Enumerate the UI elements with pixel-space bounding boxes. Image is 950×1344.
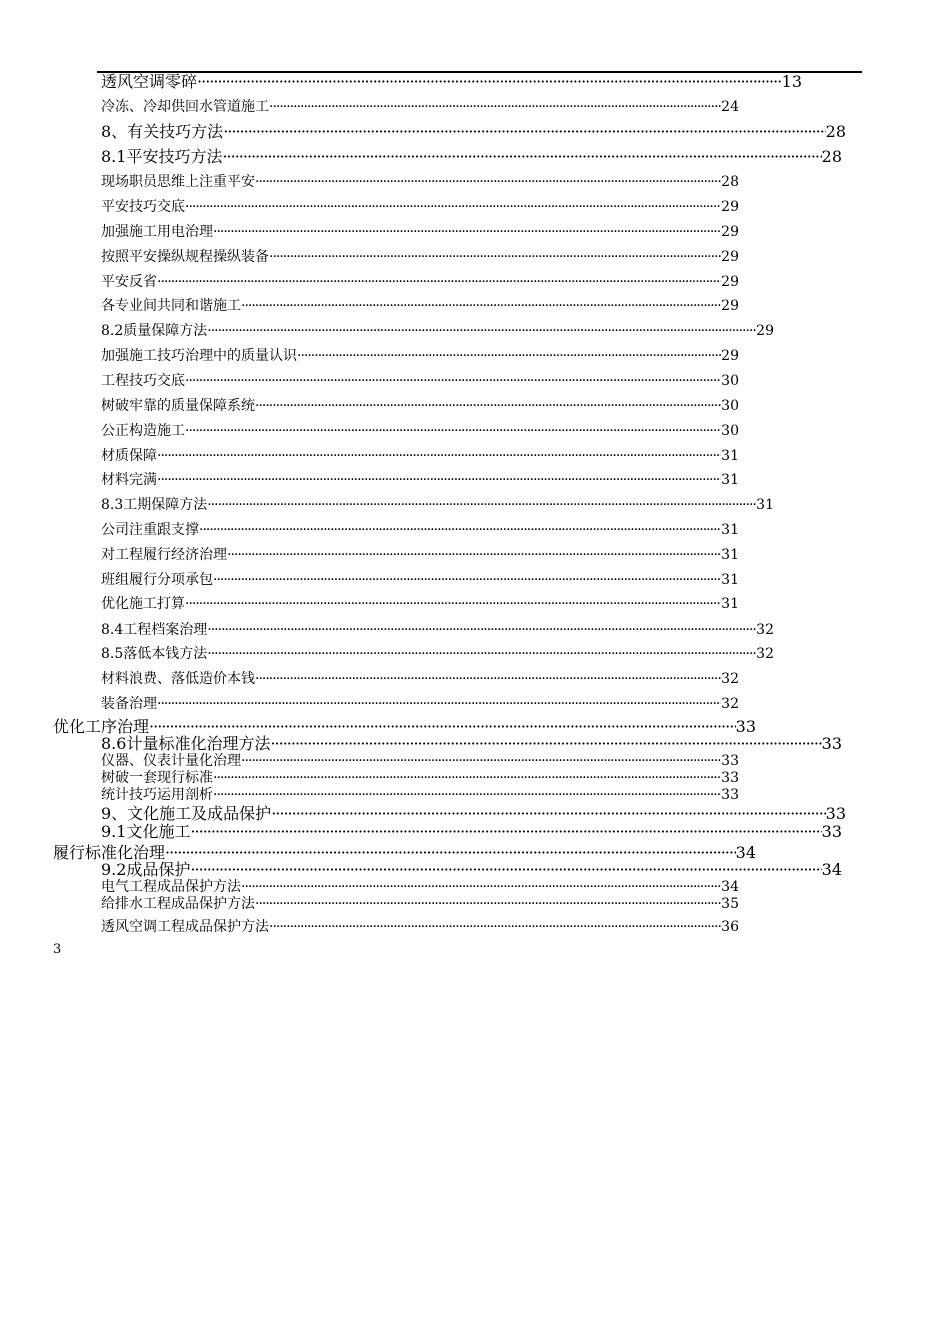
toc-entry[interactable] xyxy=(101,672,739,686)
toc-entry-page: 29 xyxy=(721,274,739,290)
toc-entry[interactable] xyxy=(101,736,842,752)
toc-entry-title: 9.2成品保护 xyxy=(101,860,191,879)
toc-entry-title: 公正构造施工 xyxy=(101,423,185,439)
toc-leader-dots xyxy=(297,349,721,363)
toc-leader-dots xyxy=(213,788,721,802)
toc-entry-page: 28 xyxy=(825,122,846,141)
toc-entry-page: 36 xyxy=(721,919,739,935)
toc-leader-dots xyxy=(270,736,821,752)
toc-entry[interactable] xyxy=(101,897,739,911)
header-rule xyxy=(97,71,862,73)
toc-entry-title: 加强施工技巧治理中的质量认识 xyxy=(101,348,297,364)
toc-entry-page: 32 xyxy=(721,696,739,712)
toc-entry-title: 平安反省 xyxy=(101,274,157,290)
toc-leader-dots xyxy=(241,880,721,894)
toc-entry[interactable] xyxy=(101,597,739,611)
toc-entry-title: 树破牢靠的质量保障系统 xyxy=(101,398,255,414)
toc-leader-dots xyxy=(241,299,721,313)
toc-leader-dots xyxy=(269,250,721,264)
toc-entry[interactable] xyxy=(101,149,842,165)
toc-leader-dots xyxy=(213,771,721,785)
toc-entry-title: 冷冻、冷却供回水管道施工 xyxy=(101,99,269,115)
toc-leader-dots xyxy=(185,374,721,388)
toc-entry-title: 对工程履行经济治理 xyxy=(101,547,227,563)
toc-entry[interactable] xyxy=(101,573,739,587)
toc-leader-dots xyxy=(190,824,821,840)
toc-leader-dots xyxy=(197,74,782,90)
toc-entry-title: 各专业间共同和谐施工 xyxy=(101,298,241,314)
toc-entry[interactable] xyxy=(101,175,739,189)
toc-entry-page: 30 xyxy=(721,423,739,439)
toc-entry[interactable] xyxy=(101,200,739,214)
toc-entry-title: 加强施工用电治理 xyxy=(101,224,213,240)
toc-leader-dots xyxy=(271,806,825,822)
toc-entry-page: 31 xyxy=(721,448,739,464)
toc-entry-page: 31 xyxy=(721,522,739,538)
toc-entry-page: 29 xyxy=(721,298,739,314)
toc-entry[interactable] xyxy=(101,697,739,711)
toc-entry-page: 34 xyxy=(821,860,842,879)
toc-leader-dots xyxy=(185,424,721,438)
toc-leader-dots xyxy=(157,275,721,289)
toc-entry-title: 班组履行分项承包 xyxy=(101,572,213,588)
toc-entry-title: 8.4工程档案治理 xyxy=(101,622,208,638)
toc-entry-title: 材质保障 xyxy=(101,448,157,464)
toc-entry-page: 31 xyxy=(721,472,739,488)
toc-entry-title: 现场职员思维上注重平安 xyxy=(101,174,255,190)
toc-entry-page: 29 xyxy=(721,249,739,265)
toc-entry-page: 33 xyxy=(721,787,739,803)
toc-entry-page: 31 xyxy=(721,572,739,588)
toc-entry[interactable] xyxy=(101,424,739,438)
toc-entry-page: 33 xyxy=(721,753,739,769)
toc-leader-dots xyxy=(269,920,721,934)
toc-entry[interactable] xyxy=(101,771,739,785)
toc-entry-page: 31 xyxy=(721,547,739,563)
toc-leader-dots xyxy=(157,697,721,711)
toc-entry[interactable] xyxy=(101,324,774,338)
toc-entry-title: 8.1平安技巧方法 xyxy=(101,147,223,166)
toc-entry[interactable] xyxy=(101,250,739,264)
toc-leader-dots xyxy=(213,573,721,587)
toc-leader-dots xyxy=(269,100,721,114)
toc-leader-dots xyxy=(190,862,821,878)
toc-entry-page: 32 xyxy=(721,671,739,687)
toc-entry[interactable] xyxy=(101,124,846,140)
toc-leader-dots xyxy=(185,597,721,611)
toc-entry-page: 33 xyxy=(821,822,842,841)
toc-entry-page: 30 xyxy=(721,398,739,414)
toc-entry-title: 公司注重跟支撑 xyxy=(101,522,199,538)
toc-entry[interactable] xyxy=(101,523,739,537)
toc-entry[interactable] xyxy=(101,920,739,934)
toc-leader-dots xyxy=(157,473,721,487)
toc-entry-page: 28 xyxy=(721,174,739,190)
toc-leader-dots xyxy=(213,225,721,239)
toc-entry-page: 33 xyxy=(821,734,842,753)
toc-entry[interactable] xyxy=(101,754,739,768)
toc-entry-title: 8.5落低本钱方法 xyxy=(101,646,208,662)
toc-entry-page: 28 xyxy=(821,147,842,166)
toc-leader-dots xyxy=(207,498,756,512)
toc-leader-dots xyxy=(207,623,756,637)
page-number: 3 xyxy=(53,942,62,957)
toc-entry[interactable] xyxy=(53,845,756,861)
toc-leader-dots xyxy=(241,754,721,768)
toc-entry[interactable] xyxy=(101,374,739,388)
toc-leader-dots xyxy=(199,523,721,537)
toc-entry[interactable] xyxy=(101,788,739,802)
toc-entry-page: 32 xyxy=(756,622,774,638)
toc-leader-dots xyxy=(165,845,736,861)
toc-leader-dots xyxy=(222,149,821,165)
toc-leader-dots xyxy=(255,399,721,413)
toc-entry-page: 24 xyxy=(721,99,739,115)
toc-leader-dots xyxy=(207,324,756,338)
toc-entry-page: 30 xyxy=(721,373,739,389)
toc-entry[interactable] xyxy=(101,647,774,661)
toc-entry[interactable] xyxy=(101,862,842,878)
toc-leader-dots xyxy=(157,449,721,463)
toc-entry-title: 树破一套现行标准 xyxy=(101,770,213,786)
toc-entry-page: 35 xyxy=(721,896,739,912)
toc-entry-page: 33 xyxy=(721,770,739,786)
toc-leader-dots xyxy=(149,719,736,735)
toc-leader-dots xyxy=(255,897,721,911)
toc-entry[interactable] xyxy=(101,880,739,894)
toc-entry-title: 9.1文化施工 xyxy=(101,822,191,841)
toc-entry[interactable] xyxy=(101,275,739,289)
toc-entry-title: 材料完满 xyxy=(101,472,157,488)
toc-entry[interactable] xyxy=(101,548,739,562)
toc-entry-page: 29 xyxy=(721,224,739,240)
toc-entry[interactable] xyxy=(101,806,846,822)
toc-entry[interactable] xyxy=(101,824,842,840)
toc-entry[interactable] xyxy=(101,449,739,463)
toc-entry-page: 34 xyxy=(721,879,739,895)
toc-entry[interactable] xyxy=(101,399,739,413)
toc-entry-title: 8.2质量保障方法 xyxy=(101,323,208,339)
toc-entry-title: 材料浪费、落低造价本钱 xyxy=(101,671,255,687)
toc-entry-title: 优化工序治理 xyxy=(53,717,150,736)
toc-entry[interactable] xyxy=(101,349,739,363)
toc-entry-title: 透风空调工程成品保护方法 xyxy=(101,919,269,935)
toc-entry-page: 33 xyxy=(735,717,756,736)
toc-leader-dots xyxy=(255,672,721,686)
toc-entry-page: 31 xyxy=(756,497,774,513)
toc-entry-page: 13 xyxy=(781,72,802,91)
toc-entry-title: 统计技巧运用剖析 xyxy=(101,787,213,803)
toc-entry-title: 工程技巧交底 xyxy=(101,373,185,389)
toc-entry-title: 优化施工打算 xyxy=(101,596,185,612)
toc-entry-title: 8、有关技巧方法 xyxy=(101,122,224,141)
toc-entry[interactable] xyxy=(101,473,739,487)
toc-entry-title: 按照平安操纵规程操纵装备 xyxy=(101,249,269,265)
toc-entry-title: 装备治理 xyxy=(101,696,157,712)
toc-entry-title: 平安技巧交底 xyxy=(101,199,185,215)
toc-entry-title: 8.3工期保障方法 xyxy=(101,497,208,513)
toc-entry[interactable] xyxy=(53,719,756,735)
toc-entry-page: 29 xyxy=(721,348,739,364)
toc-leader-dots xyxy=(207,647,756,661)
toc-entry-page: 32 xyxy=(756,646,774,662)
toc-entry[interactable] xyxy=(101,74,802,90)
toc-entry-title: 电气工程成品保护方法 xyxy=(101,879,241,895)
toc-entry-title: 9、文化施工及成品保护 xyxy=(101,804,272,823)
toc-entry-page: 31 xyxy=(721,596,739,612)
toc-entry[interactable] xyxy=(101,498,774,512)
toc-entry[interactable] xyxy=(101,225,739,239)
toc-entry-page: 29 xyxy=(721,199,739,215)
toc-entry-title: 仪器、仪表计量化治理 xyxy=(101,753,241,769)
toc-entry-page: 33 xyxy=(825,804,846,823)
toc-leader-dots xyxy=(185,200,721,214)
toc-leader-dots xyxy=(227,548,721,562)
toc-leader-dots xyxy=(255,175,721,189)
toc-leader-dots xyxy=(223,124,825,140)
toc-entry[interactable] xyxy=(101,100,739,114)
toc-entry-title: 透风空调零碎 xyxy=(101,72,198,91)
toc-entry-title: 履行标准化治理 xyxy=(53,843,166,862)
toc-entry-page: 29 xyxy=(756,323,774,339)
toc-entry-page: 34 xyxy=(735,843,756,862)
toc-entry[interactable] xyxy=(101,623,774,637)
toc-entry[interactable] xyxy=(101,299,739,313)
toc-entry-title: 给排水工程成品保护方法 xyxy=(101,896,255,912)
toc-entry-title: 8.6计量标准化治理方法 xyxy=(101,734,271,753)
